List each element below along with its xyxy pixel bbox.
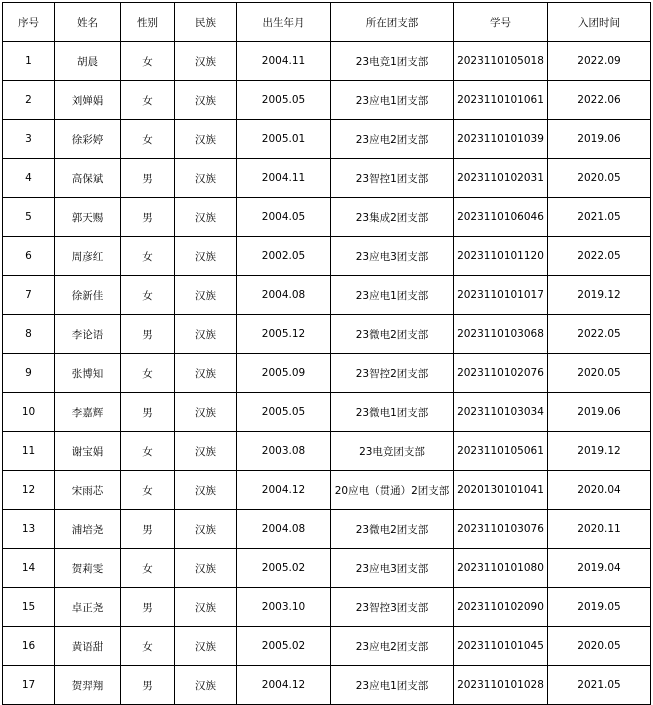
cell-name: 宋雨芯 xyxy=(55,471,121,510)
cell-sex: 男 xyxy=(121,510,175,549)
cell-ethnicity: 汉族 xyxy=(175,237,237,276)
cell-name: 卓正尧 xyxy=(55,588,121,627)
cell-join-date: 2019.06 xyxy=(548,120,651,159)
cell-ethnicity: 汉族 xyxy=(175,198,237,237)
cell-join-date: 2022.06 xyxy=(548,81,651,120)
table-row xyxy=(3,120,651,159)
cell-student-id: 2023110101080 xyxy=(454,549,548,588)
cell-join-date: 2021.05 xyxy=(548,666,651,705)
table-row xyxy=(3,198,651,237)
cell-sex: 女 xyxy=(121,42,175,81)
cell-ethnicity: 汉族 xyxy=(175,471,237,510)
cell-name: 郭天赐 xyxy=(55,198,121,237)
cell-branch: 23微电1团支部 xyxy=(331,393,454,432)
cell-birth: 2005.05 xyxy=(237,81,331,120)
cell-name: 胡晨 xyxy=(55,42,121,81)
cell-join-date: 2021.05 xyxy=(548,198,651,237)
cell-ethnicity: 汉族 xyxy=(175,81,237,120)
cell-join-date: 2020.05 xyxy=(548,354,651,393)
cell-sex: 女 xyxy=(121,627,175,666)
cell-sex: 女 xyxy=(121,549,175,588)
cell-birth: 2003.08 xyxy=(237,432,331,471)
table-header-row xyxy=(3,3,651,42)
table-row xyxy=(3,666,651,705)
cell-seq: 5 xyxy=(3,198,55,237)
cell-join-date: 2019.05 xyxy=(548,588,651,627)
cell-student-id: 2023110101039 xyxy=(454,120,548,159)
header-student-id: 学号 xyxy=(454,3,548,42)
table-body xyxy=(3,42,651,705)
cell-ethnicity: 汉族 xyxy=(175,120,237,159)
cell-branch: 23智控3团支部 xyxy=(331,588,454,627)
cell-branch: 23智控1团支部 xyxy=(331,159,454,198)
cell-sex: 男 xyxy=(121,159,175,198)
cell-ethnicity: 汉族 xyxy=(175,276,237,315)
cell-join-date: 2020.11 xyxy=(548,510,651,549)
cell-student-id: 2023110101061 xyxy=(454,81,548,120)
cell-join-date: 2019.12 xyxy=(548,276,651,315)
cell-branch: 23微电2团支部 xyxy=(331,510,454,549)
cell-branch: 23应电3团支部 xyxy=(331,237,454,276)
cell-birth: 2005.02 xyxy=(237,549,331,588)
cell-ethnicity: 汉族 xyxy=(175,549,237,588)
table-row xyxy=(3,510,651,549)
cell-birth: 2004.11 xyxy=(237,159,331,198)
cell-branch: 23应电3团支部 xyxy=(331,549,454,588)
cell-branch: 23应电1团支部 xyxy=(331,666,454,705)
cell-birth: 2002.05 xyxy=(237,237,331,276)
cell-name: 谢宝娟 xyxy=(55,432,121,471)
cell-seq: 14 xyxy=(3,549,55,588)
cell-ethnicity: 汉族 xyxy=(175,159,237,198)
cell-sex: 女 xyxy=(121,120,175,159)
cell-student-id: 2023110103068 xyxy=(454,315,548,354)
cell-ethnicity: 汉族 xyxy=(175,42,237,81)
cell-sex: 女 xyxy=(121,81,175,120)
table-row xyxy=(3,354,651,393)
cell-sex: 女 xyxy=(121,471,175,510)
cell-join-date: 2022.09 xyxy=(548,42,651,81)
cell-ethnicity: 汉族 xyxy=(175,354,237,393)
cell-seq: 17 xyxy=(3,666,55,705)
cell-student-id: 2020130101041 xyxy=(454,471,548,510)
cell-branch: 23应电1团支部 xyxy=(331,276,454,315)
header-seq: 序号 xyxy=(3,3,55,42)
cell-seq: 11 xyxy=(3,432,55,471)
table-row xyxy=(3,237,651,276)
header-sex: 性别 xyxy=(121,3,175,42)
cell-branch: 23应电1团支部 xyxy=(331,81,454,120)
cell-name: 刘婵娟 xyxy=(55,81,121,120)
cell-birth: 2003.10 xyxy=(237,588,331,627)
cell-ethnicity: 汉族 xyxy=(175,432,237,471)
cell-name: 徐彩婷 xyxy=(55,120,121,159)
member-roster-table xyxy=(2,2,651,705)
cell-birth: 2005.09 xyxy=(237,354,331,393)
table-row xyxy=(3,42,651,81)
cell-branch: 23集成2团支部 xyxy=(331,198,454,237)
cell-name: 徐新佳 xyxy=(55,276,121,315)
cell-birth: 2005.02 xyxy=(237,627,331,666)
cell-student-id: 2023110102031 xyxy=(454,159,548,198)
cell-join-date: 2022.05 xyxy=(548,237,651,276)
cell-birth: 2004.05 xyxy=(237,198,331,237)
cell-student-id: 2023110101045 xyxy=(454,627,548,666)
cell-seq: 4 xyxy=(3,159,55,198)
header-join-date: 入团时间 xyxy=(548,3,651,42)
table-row xyxy=(3,471,651,510)
table-row xyxy=(3,549,651,588)
table-row xyxy=(3,627,651,666)
cell-student-id: 2023110101017 xyxy=(454,276,548,315)
cell-seq: 1 xyxy=(3,42,55,81)
cell-ethnicity: 汉族 xyxy=(175,510,237,549)
cell-ethnicity: 汉族 xyxy=(175,315,237,354)
cell-sex: 男 xyxy=(121,315,175,354)
cell-name: 李嘉辉 xyxy=(55,393,121,432)
cell-seq: 8 xyxy=(3,315,55,354)
cell-student-id: 2023110102090 xyxy=(454,588,548,627)
cell-join-date: 2020.05 xyxy=(548,159,651,198)
cell-branch: 23微电2团支部 xyxy=(331,315,454,354)
table-row xyxy=(3,432,651,471)
header-name: 姓名 xyxy=(55,3,121,42)
cell-birth: 2005.05 xyxy=(237,393,331,432)
cell-join-date: 2020.05 xyxy=(548,627,651,666)
cell-sex: 女 xyxy=(121,354,175,393)
table-row xyxy=(3,276,651,315)
cell-seq: 16 xyxy=(3,627,55,666)
cell-ethnicity: 汉族 xyxy=(175,393,237,432)
cell-seq: 3 xyxy=(3,120,55,159)
cell-name: 贺羿翔 xyxy=(55,666,121,705)
cell-student-id: 2023110106046 xyxy=(454,198,548,237)
cell-student-id: 2023110102076 xyxy=(454,354,548,393)
header-birth: 出生年月 xyxy=(237,3,331,42)
cell-seq: 15 xyxy=(3,588,55,627)
cell-seq: 6 xyxy=(3,237,55,276)
table-row xyxy=(3,315,651,354)
cell-ethnicity: 汉族 xyxy=(175,627,237,666)
cell-student-id: 2023110103034 xyxy=(454,393,548,432)
cell-seq: 12 xyxy=(3,471,55,510)
cell-sex: 女 xyxy=(121,237,175,276)
cell-branch: 20应电（贯通）2团支部 xyxy=(331,471,454,510)
cell-sex: 男 xyxy=(121,588,175,627)
cell-birth: 2004.11 xyxy=(237,42,331,81)
cell-sex: 男 xyxy=(121,198,175,237)
cell-student-id: 2023110103076 xyxy=(454,510,548,549)
cell-birth: 2004.12 xyxy=(237,666,331,705)
cell-name: 浦培尧 xyxy=(55,510,121,549)
cell-name: 贺莉雯 xyxy=(55,549,121,588)
cell-birth: 2004.08 xyxy=(237,510,331,549)
cell-ethnicity: 汉族 xyxy=(175,666,237,705)
cell-ethnicity: 汉族 xyxy=(175,588,237,627)
cell-join-date: 2019.04 xyxy=(548,549,651,588)
cell-student-id: 2023110101120 xyxy=(454,237,548,276)
cell-sex: 女 xyxy=(121,276,175,315)
cell-student-id: 2023110105018 xyxy=(454,42,548,81)
cell-branch: 23电竞1团支部 xyxy=(331,42,454,81)
cell-branch: 23应电2团支部 xyxy=(331,120,454,159)
table-row xyxy=(3,393,651,432)
cell-join-date: 2020.04 xyxy=(548,471,651,510)
cell-seq: 2 xyxy=(3,81,55,120)
cell-seq: 13 xyxy=(3,510,55,549)
cell-name: 周彦红 xyxy=(55,237,121,276)
header-ethnicity: 民族 xyxy=(175,3,237,42)
cell-branch: 23智控2团支部 xyxy=(331,354,454,393)
cell-seq: 7 xyxy=(3,276,55,315)
cell-sex: 男 xyxy=(121,393,175,432)
table-row xyxy=(3,588,651,627)
cell-join-date: 2019.06 xyxy=(548,393,651,432)
cell-seq: 10 xyxy=(3,393,55,432)
cell-branch: 23应电2团支部 xyxy=(331,627,454,666)
cell-seq: 9 xyxy=(3,354,55,393)
cell-sex: 男 xyxy=(121,666,175,705)
cell-birth: 2004.12 xyxy=(237,471,331,510)
cell-branch: 23电竞团支部 xyxy=(331,432,454,471)
cell-name: 黄语甜 xyxy=(55,627,121,666)
cell-student-id: 2023110105061 xyxy=(454,432,548,471)
table-row xyxy=(3,159,651,198)
header-branch: 所在团支部 xyxy=(331,3,454,42)
cell-student-id: 2023110101028 xyxy=(454,666,548,705)
cell-birth: 2004.08 xyxy=(237,276,331,315)
cell-name: 高保斌 xyxy=(55,159,121,198)
cell-birth: 2005.12 xyxy=(237,315,331,354)
cell-join-date: 2022.05 xyxy=(548,315,651,354)
table-row xyxy=(3,81,651,120)
cell-name: 张博知 xyxy=(55,354,121,393)
cell-birth: 2005.01 xyxy=(237,120,331,159)
cell-name: 李论语 xyxy=(55,315,121,354)
cell-join-date: 2019.12 xyxy=(548,432,651,471)
cell-sex: 女 xyxy=(121,432,175,471)
